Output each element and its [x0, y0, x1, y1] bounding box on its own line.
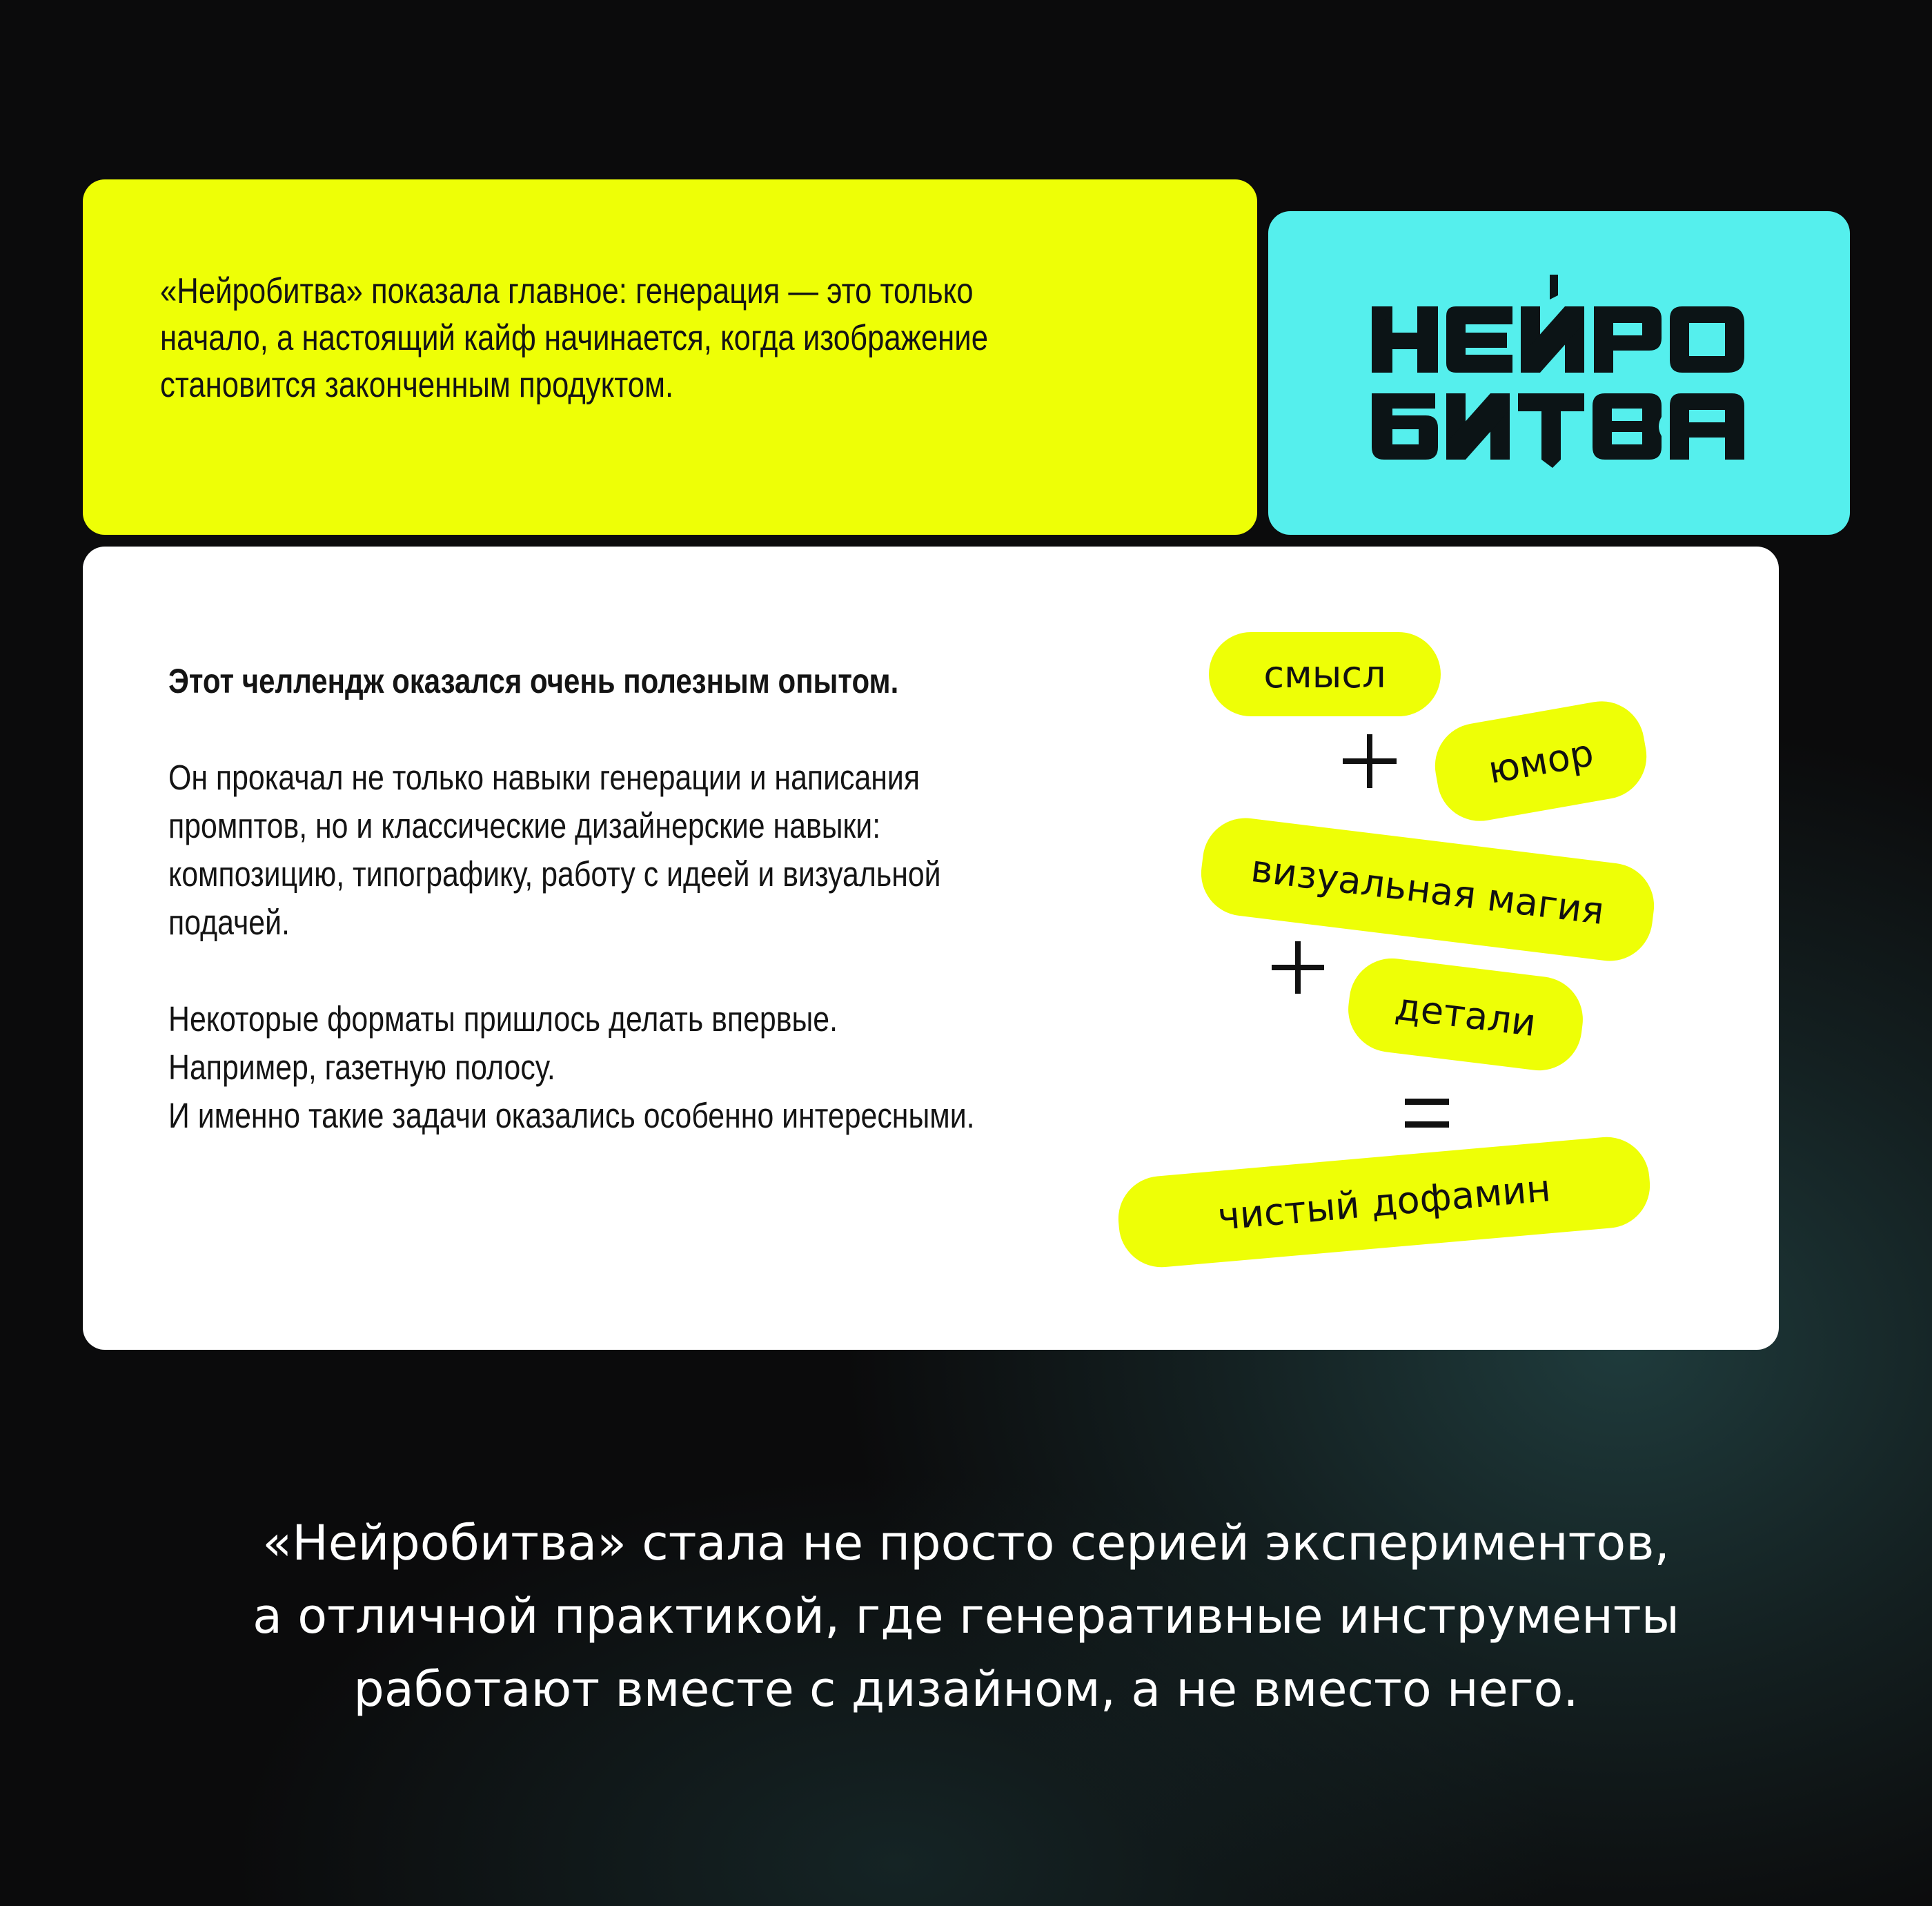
logo-glyph-t [1518, 393, 1584, 468]
equals-icon [1405, 1099, 1449, 1128]
paragraph-line: Он прокачал не только навыки генерации и написания [168, 758, 920, 797]
neyrobitva-logo [1372, 275, 1744, 468]
chip-visual-magic: визуальная магия [1196, 813, 1659, 965]
paragraph-line: подачей. [168, 903, 290, 942]
intro-text [160, 268, 988, 409]
chip-pure-dopamine: чистый дофамин [1115, 1134, 1654, 1271]
logo-glyph-r [1594, 306, 1662, 373]
paragraph-line: композицию, типографику, работу с идеей и визуальной [168, 854, 941, 894]
footer-text [0, 1506, 1932, 1726]
paragraph-line: Например, газетную полосу. [168, 1048, 555, 1087]
logo-glyph-i [1446, 393, 1510, 460]
logo-glyph-v [1593, 393, 1662, 460]
paragraph-line: И именно такие задачи оказались особенно интересными. [168, 1096, 975, 1135]
logo-glyph-e [1446, 306, 1512, 373]
paragraph-gap [168, 947, 975, 995]
logo-card [1268, 211, 1850, 535]
intro-line: «Нейробитва» показала главное: генерация — это только [160, 271, 974, 311]
logo-glyph-i-short [1521, 275, 1584, 373]
chip-details: детали [1343, 954, 1588, 1075]
logo-glyph-b [1372, 393, 1438, 460]
paragraph-line: Некоторые форматы пришлось делать впервые. [168, 999, 838, 1039]
paragraph-line: промптов, но и классические дизайнерские навыки: [168, 806, 881, 845]
main-card [83, 547, 1779, 1350]
paragraph-gap [168, 705, 975, 754]
intro-line: становится законченным продуктом. [160, 365, 674, 405]
footer-line: работают вместе с дизайном, а не вместо него. [353, 1661, 1579, 1718]
main-text [168, 657, 975, 1140]
logo-glyph-n [1372, 306, 1438, 373]
logo-glyph-o [1670, 306, 1744, 373]
plus-icon [1343, 734, 1397, 788]
chip-meaning: смысл [1209, 632, 1441, 716]
footer-line: а отличной практикой, где генеративные инструменты [253, 1588, 1679, 1644]
chip-humor: юмор [1428, 695, 1653, 828]
plus-icon [1272, 941, 1324, 994]
logo-glyph-a [1670, 393, 1744, 460]
main-heading: Этот челлендж оказался очень полезным опытом. [168, 662, 899, 700]
intro-line: начало, а настоящий кайф начинается, когда изображение [160, 318, 988, 358]
intro-card [83, 179, 1257, 535]
footer-line: «Нейробитва» стала не просто серией экспериментов, [262, 1515, 1670, 1571]
